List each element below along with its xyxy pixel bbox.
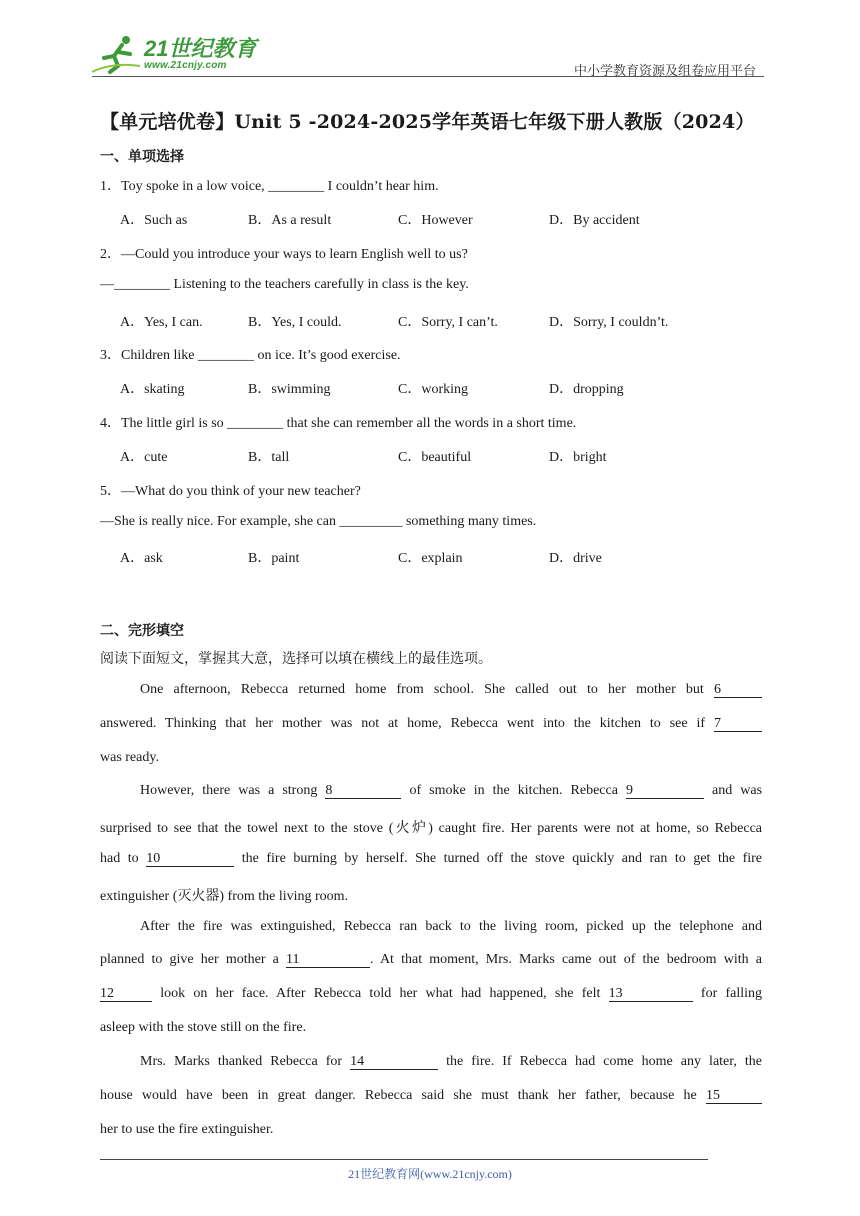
passage-line: One afternoon, Rebecca returned home from school. She called out to her mother but 6 [100,682,762,698]
passage-line: surprised to see that the towel next to the stove (火炉) caught fire. Her parents were not at home, so Rebecca [100,821,762,836]
option-d[interactable]: D．Sorry, I couldn’t. [549,315,669,330]
passage-line: asleep with the stove still on the fire. [100,1020,307,1035]
page-title: 【单元培优卷】Unit 5 -2024-2025学年英语七年级下册人教版（2024） [100,111,755,133]
header-platform-text: 中小学教育资源及组卷应用平台 [573,63,756,78]
blank-14[interactable]: 14 [350,1054,438,1070]
option-c[interactable]: C．Sorry, I can’t. [398,315,498,330]
passage-line: answered. Thinking that her mother was not at home, Rebecca went into the kitchen to see if 7 [100,716,762,732]
passage-line: had to 10 the fire burning by herself. She turned off the stove quickly and ran to get the fire [100,851,763,866]
passage-line: Mrs. Marks thanked Rebecca for 14 the fire. If Rebecca had come home any later, the [140,1054,763,1069]
option-d[interactable]: D．drive [549,551,602,566]
blank-8[interactable]: 8 [325,783,401,799]
passage-line: However, there was a strong 8 of smoke in the kitchen. Rebecca 9 and was [140,783,763,798]
logo [92,32,262,74]
header-divider [92,76,764,77]
option-d[interactable]: D．By accident [549,213,640,228]
option-b[interactable]: B．tall [248,450,290,465]
blank-9[interactable]: 9 [626,783,704,799]
blank-7[interactable]: 7 [714,716,762,732]
question-2-stem: 2．—Could you introduce your ways to learn English well to us? [100,247,468,262]
passage-line: her to use the fire extinguisher. [100,1122,274,1137]
blank-6[interactable]: 6 [714,682,762,698]
passage-line: extinguisher (灭火器) from the living room. [100,889,349,904]
blank-12[interactable]: 12 [100,986,152,1002]
question-5-stem-line2: —She is really nice. For example, she can _________ something many times. [100,514,537,529]
option-c[interactable]: C．beautiful [398,450,472,465]
blank-15[interactable]: 15 [706,1088,762,1104]
footer-link[interactable]: 21世纪教育网(www.21cnjy.com) [348,1167,512,1181]
passage-line: house would have been in great danger. Rebecca said she must thank her father, because he 15 [100,1088,762,1104]
blank-13[interactable]: 13 [609,986,693,1002]
option-d[interactable]: D．bright [549,450,607,465]
option-d[interactable]: D．dropping [549,382,624,397]
question-2-stem-line2: —________ Listening to the teachers carefully in class is the key. [100,277,469,292]
section1-heading: 一、单项选择 [100,149,184,165]
option-c[interactable]: C．However [398,213,473,228]
section2-instruction: 阅读下面短文，掌握其大意，选择可以填在横线上的最佳选项。 [100,651,492,667]
question-3-stem: 3．Children like ________ on ice. It’s good exercise. [100,348,401,363]
passage-line: was ready. [100,750,159,765]
question-4-stem: 4．The little girl is so ________ that she can remember all the words in a short time. [100,416,577,431]
option-c[interactable]: C．working [398,382,468,397]
blank-10[interactable]: 10 [146,851,234,867]
option-b[interactable]: B．Yes, I could. [248,315,342,330]
passage-line: After the fire was extinguished, Rebecca ran back to the living room, picked up the telephone and [140,919,762,934]
question-5-stem: 5．—What do you think of your new teacher? [100,484,361,499]
section2-heading: 二、完形填空 [100,623,184,639]
question-1-stem: 1．Toy spoke in a low voice, ________ I couldn’t hear him. [100,179,439,194]
option-a[interactable]: A．ask [120,551,163,566]
option-b[interactable]: B．swimming [248,382,331,397]
option-a[interactable]: A．Such as [120,213,188,228]
footer-divider [100,1159,708,1160]
page-header [92,30,764,78]
option-c[interactable]: C．explain [398,551,463,566]
option-a[interactable]: A．skating [120,382,185,397]
logo-text: 21世纪教育 [144,36,257,61]
option-b[interactable]: B．As a result [248,213,332,228]
option-b[interactable]: B．paint [248,551,300,566]
logo-url: www.21cnjy.com [144,60,227,71]
passage-line: 12 look on her face. After Rebecca told her what had happened, she felt 13 for falling [100,986,763,1001]
blank-11[interactable]: 11 [286,952,370,968]
option-a[interactable]: A．cute [120,450,168,465]
option-a[interactable]: A．Yes, I can. [120,315,203,330]
passage-line: planned to give her mother a 11 . At that moment, Mrs. Marks came out of the bedroom with a [100,952,762,967]
